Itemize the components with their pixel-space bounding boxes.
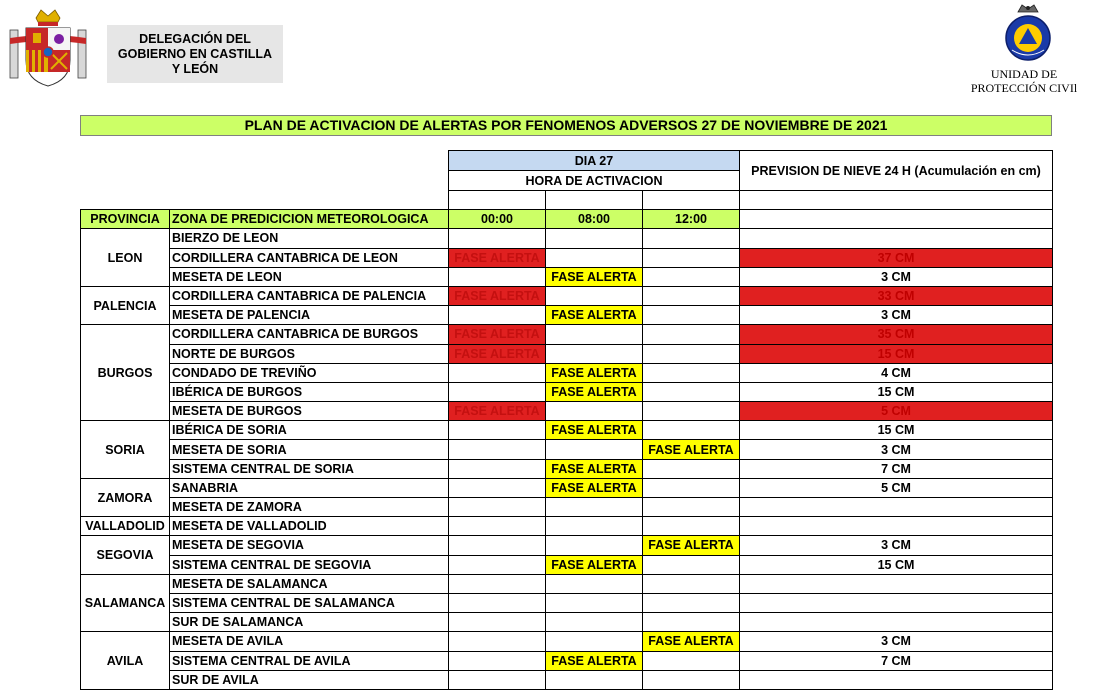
table-row	[81, 459, 1053, 478]
empty-alert-cell	[546, 632, 643, 651]
table-row	[81, 229, 1053, 248]
empty-alert-cell	[546, 613, 643, 632]
alert-cell: FASE ALERTA	[546, 651, 643, 670]
empty-alert-cell	[643, 651, 740, 670]
zone-name: IBÉRICA DE SORIA	[170, 421, 449, 440]
dia-header: DIA 27	[449, 151, 740, 171]
unidad-line-2: PROTECCIÓN CIVIl	[970, 81, 1078, 95]
snow-cell: 15 CM	[740, 382, 1053, 401]
delegacion-line-2: GOBIERNO EN CASTILLA	[117, 46, 273, 61]
alert-cell: FASE ALERTA	[449, 286, 546, 305]
table-row	[81, 498, 1053, 517]
zone-name: MESETA DE SALAMANCA	[170, 574, 449, 593]
empty-alert-cell	[449, 363, 546, 382]
empty-alert-cell	[643, 344, 740, 363]
alert-table	[80, 150, 1053, 690]
empty-alert-cell	[643, 478, 740, 497]
col-time-0000: 00:00	[449, 210, 546, 229]
table-row	[81, 593, 1053, 612]
province-name: PALENCIA	[81, 286, 170, 324]
empty-alert-cell	[643, 382, 740, 401]
empty-alert-cell	[546, 344, 643, 363]
empty-alert-cell	[546, 517, 643, 536]
delegacion-header	[107, 25, 283, 83]
province-name: VALLADOLID	[81, 517, 170, 536]
zone-name: MESETA DE PALENCIA	[170, 306, 449, 325]
empty-alert-cell	[449, 229, 546, 248]
snow-cell	[740, 517, 1053, 536]
table-row	[81, 402, 1053, 421]
empty-alert-cell	[546, 593, 643, 612]
empty-alert-cell	[449, 306, 546, 325]
unidad-proteccion-civil	[960, 67, 1088, 95]
empty-alert-cell	[643, 363, 740, 382]
empty-alert-cell	[449, 267, 546, 286]
table-row	[81, 325, 1053, 344]
snow-cell: 3 CM	[740, 632, 1053, 651]
empty-alert-cell	[643, 421, 740, 440]
zone-name: MESETA DE VALLADOLID	[170, 517, 449, 536]
table-row	[81, 574, 1053, 593]
zone-name: MESETA DE LEON	[170, 267, 449, 286]
table-row	[81, 670, 1053, 689]
alert-cell: FASE ALERTA	[546, 478, 643, 497]
hora-header: HORA DE ACTIVACION	[449, 171, 740, 191]
empty-alert-cell	[643, 306, 740, 325]
snow-cell: 5 CM	[740, 478, 1053, 497]
zone-name: CORDILLERA CANTABRICA DE LEON	[170, 248, 449, 267]
province-name: AVILA	[81, 632, 170, 690]
snow-cell: 3 CM	[740, 306, 1053, 325]
zone-name: NORTE DE BURGOS	[170, 344, 449, 363]
snow-cell: 15 CM	[740, 344, 1053, 363]
snow-cell: 7 CM	[740, 651, 1053, 670]
empty-alert-cell	[449, 498, 546, 517]
empty-alert-cell	[546, 440, 643, 459]
snow-cell: 3 CM	[740, 536, 1053, 555]
zone-name: SANABRIA	[170, 478, 449, 497]
empty-alert-cell	[643, 325, 740, 344]
province-name: SEGOVIA	[81, 536, 170, 574]
table-row	[81, 632, 1053, 651]
province-name: SORIA	[81, 421, 170, 479]
delegacion-line-1: DELEGACIÓN DEL	[139, 31, 251, 46]
empty-alert-cell	[643, 613, 740, 632]
empty-alert-cell	[643, 229, 740, 248]
empty-alert-cell	[643, 248, 740, 267]
table-row	[81, 613, 1053, 632]
empty-alert-cell	[546, 536, 643, 555]
province-name: LEON	[81, 229, 170, 287]
empty-alert-cell	[546, 229, 643, 248]
empty-alert-cell	[449, 555, 546, 574]
alert-cell: FASE ALERTA	[449, 402, 546, 421]
snow-cell: 7 CM	[740, 459, 1053, 478]
zone-name: CONDADO DE TREVIÑO	[170, 363, 449, 382]
empty-alert-cell	[449, 593, 546, 612]
table-row	[81, 344, 1053, 363]
empty-alert-cell	[449, 440, 546, 459]
zone-name: MESETA DE BURGOS	[170, 402, 449, 421]
empty-alert-cell	[449, 421, 546, 440]
proteccion-civil-logo	[1002, 2, 1054, 64]
snow-cell: 35 CM	[740, 325, 1053, 344]
province-name: SALAMANCA	[81, 574, 170, 632]
empty-alert-cell	[449, 632, 546, 651]
snow-cell: 3 CM	[740, 267, 1053, 286]
table-row	[81, 478, 1053, 497]
empty-alert-cell	[643, 286, 740, 305]
empty-alert-cell	[449, 574, 546, 593]
zone-name: SUR DE AVILA	[170, 670, 449, 689]
empty-alert-cell	[449, 459, 546, 478]
alert-cell: FASE ALERTA	[546, 306, 643, 325]
zone-name: CORDILLERA CANTABRICA DE PALENCIA	[170, 286, 449, 305]
table-row	[81, 306, 1053, 325]
unidad-line-1: UNIDAD DE	[990, 67, 1058, 81]
empty-alert-cell	[546, 670, 643, 689]
col-zona: ZONA DE PREDICICION METEOROLOGICA	[170, 210, 449, 229]
zone-name: IBÉRICA DE BURGOS	[170, 382, 449, 401]
table-row	[81, 286, 1053, 305]
empty-alert-cell	[643, 574, 740, 593]
empty-alert-cell	[546, 248, 643, 267]
zone-name: MESETA DE SEGOVIA	[170, 536, 449, 555]
empty-alert-cell	[449, 651, 546, 670]
page-title: PLAN DE ACTIVACION DE ALERTAS POR FENOMENOS ADVERSOS 27 DE NOVIEMBRE DE 2021	[80, 115, 1052, 136]
col-snow	[740, 210, 1053, 229]
alert-cell: FASE ALERTA	[643, 632, 740, 651]
empty-alert-cell	[449, 670, 546, 689]
empty-alert-cell	[643, 555, 740, 574]
snow-cell	[740, 593, 1053, 612]
table-row	[81, 440, 1053, 459]
snow-cell: 15 CM	[740, 555, 1053, 574]
empty-alert-cell	[643, 498, 740, 517]
empty-alert-cell	[643, 402, 740, 421]
table-row	[81, 248, 1053, 267]
alert-table-body	[81, 151, 1053, 690]
empty-alert-cell	[643, 517, 740, 536]
snow-cell: 33 CM	[740, 286, 1053, 305]
snow-cell: 15 CM	[740, 421, 1053, 440]
table-row	[81, 536, 1053, 555]
zone-name: SISTEMA CENTRAL DE AVILA	[170, 651, 449, 670]
empty-alert-cell	[643, 267, 740, 286]
snow-cell	[740, 498, 1053, 517]
empty-alert-cell	[546, 402, 643, 421]
empty-alert-cell	[546, 325, 643, 344]
alert-cell: FASE ALERTA	[546, 459, 643, 478]
zone-name: BIERZO DE LEON	[170, 229, 449, 248]
snow-cell	[740, 670, 1053, 689]
zone-name: SISTEMA CENTRAL DE SORIA	[170, 459, 449, 478]
zone-name: SUR DE SALAMANCA	[170, 613, 449, 632]
alert-cell: FASE ALERTA	[546, 382, 643, 401]
zone-name: CORDILLERA CANTABRICA DE BURGOS	[170, 325, 449, 344]
alert-cell: FASE ALERTA	[546, 363, 643, 382]
alert-cell: FASE ALERTA	[546, 267, 643, 286]
alert-cell: FASE ALERTA	[449, 325, 546, 344]
table-row	[81, 555, 1053, 574]
empty-alert-cell	[643, 593, 740, 612]
alert-cell: FASE ALERTA	[546, 555, 643, 574]
zone-name: SISTEMA CENTRAL DE SEGOVIA	[170, 555, 449, 574]
alert-cell: FASE ALERTA	[449, 344, 546, 363]
table-row	[81, 382, 1053, 401]
empty-alert-cell	[449, 478, 546, 497]
alert-cell: FASE ALERTA	[546, 421, 643, 440]
empty-alert-cell	[546, 286, 643, 305]
zone-name: SISTEMA CENTRAL DE SALAMANCA	[170, 593, 449, 612]
province-name: BURGOS	[81, 325, 170, 421]
snow-cell: 3 CM	[740, 440, 1053, 459]
empty-alert-cell	[449, 517, 546, 536]
delegacion-line-3: Y LEÓN	[171, 61, 219, 76]
zone-name: MESETA DE SORIA	[170, 440, 449, 459]
empty-alert-cell	[449, 536, 546, 555]
alert-cell: FASE ALERTA	[643, 440, 740, 459]
snow-cell: 37 CM	[740, 248, 1053, 267]
empty-alert-cell	[643, 670, 740, 689]
table-row	[81, 517, 1053, 536]
zone-name: MESETA DE AVILA	[170, 632, 449, 651]
zone-name: MESETA DE ZAMORA	[170, 498, 449, 517]
alert-cell: FASE ALERTA	[643, 536, 740, 555]
table-row	[81, 421, 1053, 440]
snow-cell	[740, 574, 1053, 593]
province-name: ZAMORA	[81, 478, 170, 516]
snow-cell: 5 CM	[740, 402, 1053, 421]
alert-cell: FASE ALERTA	[449, 248, 546, 267]
prevision-header: PREVISION DE NIEVE 24 H (Acumulación en cm)	[740, 151, 1053, 191]
col-time-1200: 12:00	[643, 210, 740, 229]
table-row	[81, 363, 1053, 382]
empty-alert-cell	[643, 459, 740, 478]
snow-cell	[740, 613, 1053, 632]
coat-of-arms-logo	[8, 8, 88, 90]
snow-cell: 4 CM	[740, 363, 1053, 382]
col-time-0800: 08:00	[546, 210, 643, 229]
table-row	[81, 651, 1053, 670]
empty-alert-cell	[449, 613, 546, 632]
empty-alert-cell	[546, 574, 643, 593]
empty-alert-cell	[546, 498, 643, 517]
snow-cell	[740, 229, 1053, 248]
col-provincia: PROVINCIA	[81, 210, 170, 229]
empty-alert-cell	[449, 382, 546, 401]
table-row	[81, 267, 1053, 286]
